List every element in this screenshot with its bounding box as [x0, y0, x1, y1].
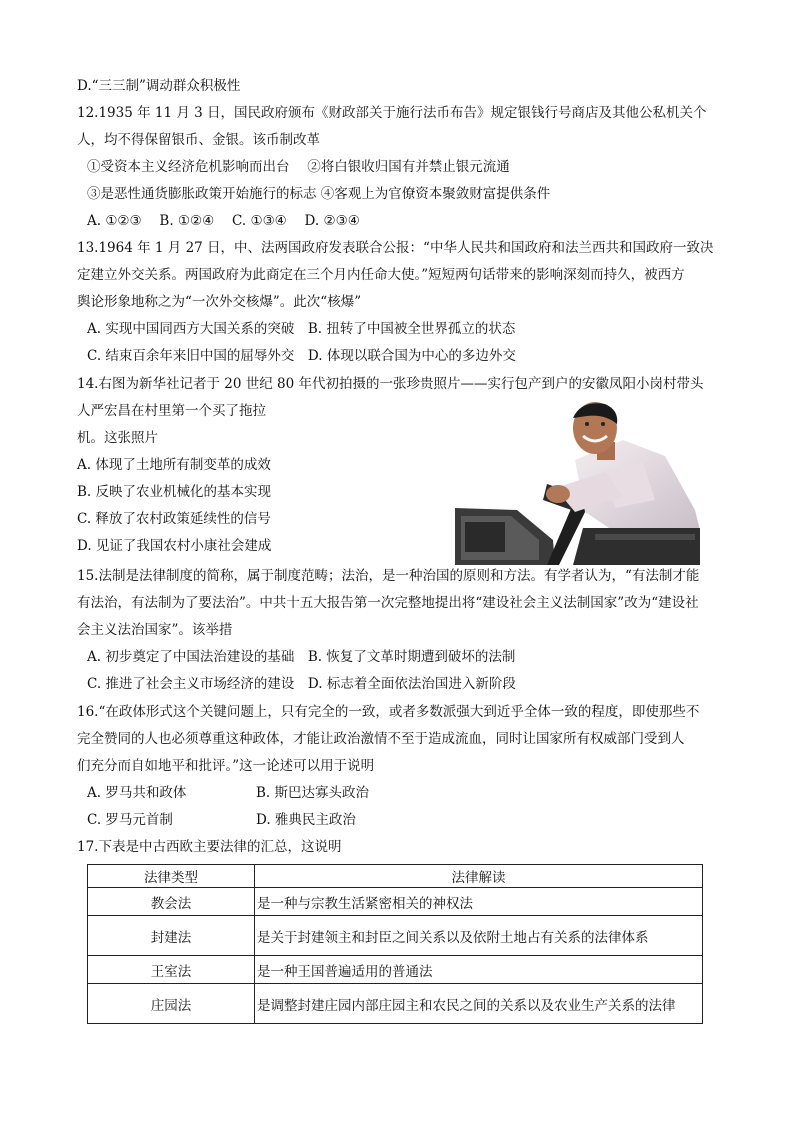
q12-options: A. ①②③ B. ①②④ C. ①③④ D. ②③④ — [87, 213, 360, 229]
q13-options-line-1: A. 实现中国同西方大国关系的突破 B. 扭转了中国被全世界孤立的状态 — [87, 321, 516, 337]
law-description-cell: 是一种王国普遍适用的普通法 — [255, 956, 703, 984]
q16-option-d: D. 雅典民主政治 — [256, 812, 356, 828]
q13-stem-line-3: 舆论形象地称之为“一次外交核爆”。此次“核爆” — [77, 294, 362, 310]
tractor-photo — [455, 400, 700, 565]
q12-statements-line-1: ①受资本主义经济危机影响而出台 ②将白银收归国有并禁止银元流通 — [87, 159, 510, 175]
law-type-cell: 封建法 — [88, 916, 255, 956]
q15-options-line-1: A. 初步奠定了中国法治建设的基础 B. 恢复了文革时期遭到破坏的法制 — [87, 649, 516, 665]
q13-stem-line-2: 定建立外交关系。两国政府为此商定在三个月内任命大使。”短短两句话带来的影响深刻而持久，被西方 — [77, 267, 685, 283]
table-row — [88, 916, 703, 956]
law-description-cell: 是调整封建庄园内部庄园主和农民之间的关系以及农业生产关系的法律 — [255, 984, 703, 1024]
q15-stem-line-1: 15.法制是法律制度的简称，属于制度范畴；法治，是一种治国的原则和方法。有学者认为，“有法制才能 — [77, 568, 700, 584]
q13-stem-line-1: 13.1964 年 1 月 27 日，中、法两国政府发表联合公报：“中华人民共和国政府和法兰西共和国政府一致决 — [77, 240, 714, 256]
q14-option-a: A. 体现了土地所有制变革的成效 — [77, 457, 271, 473]
q16-stem-line-2: 完全赞同的人也必须尊重这种政体，才能让政治激情不至于造成流血，同时让国家所有权威部门受到人 — [77, 731, 685, 747]
q13-options-line-2: C. 结束百余年来旧中国的屈辱外交 D. 体现以联合国为中心的多边外交 — [87, 348, 516, 364]
q12-statements-line-2: ③是恶性通货膨胀政策开始施行的标志 ④客观上为官僚资本聚敛财富提供条件 — [87, 186, 551, 202]
q17-stem: 17.下表是中古西欧主要法律的汇总，这说明 — [77, 839, 342, 855]
q15-stem-line-3: 会主义法治国家”。该举措 — [77, 622, 233, 638]
q14-stem-line-3: 机。这张照片 — [77, 430, 158, 446]
header-law-type: 法律类型 — [88, 865, 255, 888]
law-description-cell: 是一种与宗教生活紧密相关的神权法 — [255, 888, 703, 916]
q14-stem-line-2: 人严宏昌在村里第一个买了拖拉 — [77, 403, 266, 419]
q14-option-b: B. 反映了农业机械化的基本实现 — [77, 484, 272, 500]
q16-option-a: A. 罗马共和政体 — [87, 785, 187, 801]
law-type-cell: 教会法 — [88, 888, 255, 916]
q15-options-line-2: C. 推进了社会主义市场经济的建设 D. 标志着全面依法治国进入新阶段 — [87, 676, 516, 692]
q14-option-d: D. 见证了我国农村小康社会建成 — [77, 538, 272, 554]
table-row — [88, 888, 703, 916]
q12-stem-line-2: 人，均不得保留银币、金银。该币制改革 — [77, 132, 320, 148]
law-type-cell: 庄园法 — [88, 984, 255, 1024]
table-header-row — [88, 865, 703, 888]
q16-option-c: C. 罗马元首制 — [87, 812, 173, 828]
q12-stem-line-1: 12.1935 年 11 月 3 日，国民政府颁布《财政部关于施行法币布告》规定银钱行号商店及其他公私机关个 — [77, 105, 707, 121]
law-description-cell: 是关于封建领主和封臣之间关系以及依附土地占有关系的法律体系 — [255, 916, 703, 956]
table-row — [88, 984, 703, 1024]
header-law-interpretation: 法律解读 — [255, 865, 703, 888]
q14-option-c: C. 释放了农村政策延续性的信号 — [77, 511, 271, 527]
q16-stem-line-3: 们充分而自如地平和批评。”这一论述可以用于说明 — [77, 758, 375, 774]
q11-option-d: D.“三三制”调动群众积极性 — [77, 78, 241, 94]
q16-option-b: B. 斯巴达寡头政治 — [256, 785, 370, 801]
table-row — [88, 956, 703, 984]
tractor-photo-image — [455, 400, 700, 565]
law-type-cell: 王室法 — [88, 956, 255, 984]
law-summary-table — [87, 864, 703, 1024]
q16-stem-line-1: 16.“在政体形式这个关键问题上，只有完全的一致，或者多数派强大到近乎全体一致的程度，即使那些不 — [77, 704, 700, 720]
q15-stem-line-2: 有法治，有法制为了要法治”。中共十五大报告第一次完整地提出将“建设社会主义法制国家”改为“建设社 — [77, 595, 699, 611]
q14-stem-line-1: 14.右图为新华社记者于 20 世纪 80 年代初拍摄的一张珍贵照片——实行包产到户的安徽凤阳小岗村带头 — [77, 376, 704, 392]
